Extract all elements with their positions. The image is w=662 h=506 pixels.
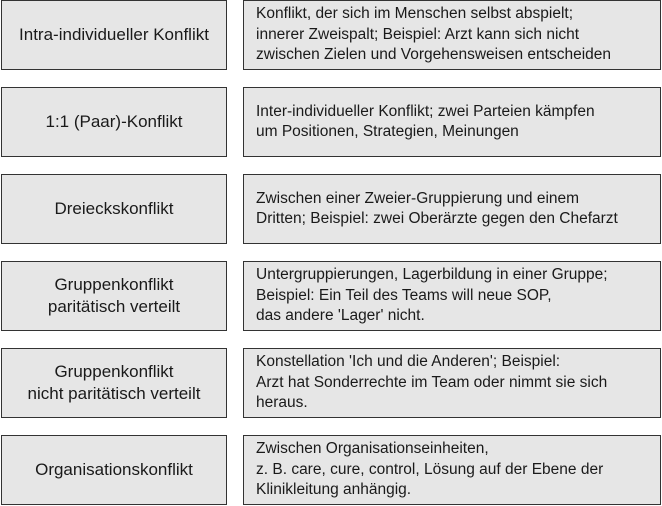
conflict-row-triangle bbox=[0, 174, 662, 244]
term-label: Intra-individueller Konflikt bbox=[19, 25, 209, 44]
description-box bbox=[243, 87, 661, 157]
description-box bbox=[243, 348, 661, 418]
description-box bbox=[243, 261, 661, 331]
conflict-row-group-non-parity bbox=[0, 348, 662, 418]
conflict-row-intra-individual bbox=[0, 0, 662, 70]
term-box bbox=[1, 435, 227, 505]
description-text: Inter-individueller Konflikt; zwei Parteien kämpfen um Positionen, Strategien, Meinungen bbox=[256, 102, 595, 140]
description-text: Konstellation 'Ich und die Anderen'; Beispiel: Arzt hat Sonderrechte im Team oder nimmt sie sich heraus. bbox=[256, 353, 608, 412]
description-box bbox=[243, 435, 661, 505]
term-label: Gruppenkonflikt nicht paritätisch verteilt bbox=[27, 362, 201, 403]
term-box bbox=[1, 87, 227, 157]
description-box bbox=[243, 0, 661, 70]
description-text: Konflikt, der sich im Menschen selbst abspielt; innerer Zweispalt; Beispiel: Arzt kann sich nicht zwischen Zielen und Vorgehensweisen entscheiden bbox=[256, 5, 612, 64]
description-text: Untergruppierungen, Lagerbildung in einer Gruppe; Beispiel: Ein Teil des Teams will neue SOP, das andere 'Lager' nicht. bbox=[256, 266, 608, 325]
description-text: Zwischen Organisationseinheiten, z. B. care, cure, control, Lösung auf der Ebene der Klinikleitung anhängig. bbox=[256, 440, 604, 499]
term-label: Dreieckskonflikt bbox=[54, 199, 174, 218]
term-box bbox=[1, 174, 227, 244]
conflict-row-group-parity bbox=[0, 261, 662, 331]
conflict-row-pair bbox=[0, 87, 662, 157]
term-box bbox=[1, 348, 227, 418]
term-label: 1:1 (Paar)-Konflikt bbox=[45, 112, 183, 131]
conflict-row-organisation bbox=[0, 435, 662, 505]
description-text: Zwischen einer Zweier-Gruppierung und einem Dritten; Beispiel: zwei Oberärzte gegen den Chefarzt bbox=[256, 189, 618, 227]
description-box bbox=[243, 174, 661, 244]
term-label: Organisationskonflikt bbox=[35, 460, 193, 479]
term-box bbox=[1, 261, 227, 331]
term-label: Gruppenkonflikt paritätisch verteilt bbox=[47, 275, 181, 316]
term-box bbox=[1, 0, 227, 70]
